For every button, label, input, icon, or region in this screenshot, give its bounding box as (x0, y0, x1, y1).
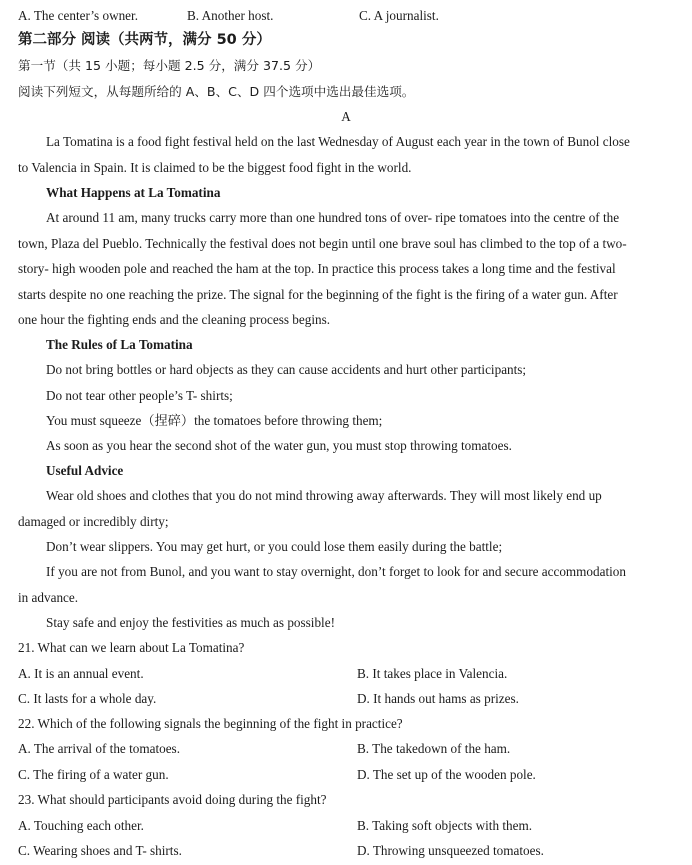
closing-line: Stay safe and enjoy the festivities as much as possible! (46, 615, 335, 630)
heading-advice: Useful Advice (46, 463, 124, 478)
para2-line: story- high wooden pole and reached the ham at the top. In practice this process takes a long time and the festival (18, 261, 616, 276)
question-stem: 22. Which of the following signals the beginning of the fight in practice? (18, 716, 403, 731)
rule-item: Do not bring bottles or hard objects as they can cause accidents and hurt other participants; (46, 362, 527, 377)
advice-line: damaged or incredibly dirty; (18, 514, 169, 529)
answer-option[interactable]: A. It is an annual event. (18, 666, 144, 681)
advice-line: Wear old shoes and clothes that you do not mind throwing away afterwards. They will most likely end up (46, 488, 602, 503)
passage-label: A (341, 109, 351, 124)
para1-line: La Tomatina is a food fight festival held on the last Wednesday of August each year in the town of Bunol close (46, 134, 630, 149)
answer-option[interactable]: B. The takedown of the ham. (357, 741, 511, 756)
section-part1: 第一节（共 15 小题；每小题 2.5 分，满分 37.5 分） (18, 58, 321, 73)
answer-option[interactable]: D. Throwing unsqueezed tomatoes. (357, 843, 544, 858)
section-instruction: 阅读下列短文，从每题所给的 A、B、C、D 四个选项中选出最佳选项。 (18, 84, 415, 99)
heading-rules: The Rules of La Tomatina (46, 337, 193, 352)
rule-item: As soon as you hear the second shot of the water gun, you must stop throwing tomatoes. (46, 438, 512, 453)
para2-line: At around 11 am, many trucks carry more than one hundred tons of over- ripe tomatoes into the centre of the (46, 210, 620, 225)
answer-option[interactable]: B. It takes place in Valencia. (357, 666, 508, 681)
para2-line: starts despite no one reaching the prize. The signal for the beginning of the fight is the firing of a water gun. After (18, 287, 618, 302)
answer-option[interactable]: A. Touching each other. (18, 818, 144, 833)
para1-line: to Valencia in Spain. It is claimed to be the biggest food fight in the world. (18, 160, 412, 175)
advice-line: in advance. (18, 590, 79, 605)
para2-line: one hour the fighting ends and the cleaning process begins. (18, 312, 331, 327)
para2-line: town, Plaza del Pueblo. Technically the festival does not begin until one brave soul has climbed to the top of a two- (18, 236, 627, 251)
prev-option-a: A. The center’s owner. (18, 8, 138, 23)
advice-line: If you are not from Bunol, and you want to stay overnight, don’t forget to look for and secure accommodation (46, 564, 626, 579)
section-title: 第二部分 阅读（共两节，满分 50 分） (18, 32, 271, 48)
prev-option-b: B. Another host. (187, 8, 274, 23)
rule-item: Do not tear other people’s T- shirts; (46, 388, 233, 403)
answer-option[interactable]: C. The firing of a water gun. (18, 767, 169, 782)
answer-option[interactable]: C. It lasts for a whole day. (18, 691, 157, 706)
rule-item: You must squeeze（捏碎）the tomatoes before throwing them; (46, 413, 383, 428)
answer-option[interactable]: B. Taking soft objects with them. (357, 818, 533, 833)
prev-option-c: C. A journalist. (359, 8, 439, 23)
answer-option[interactable]: D. The set up of the wooden pole. (357, 767, 536, 782)
question-stem: 23. What should participants avoid doing during the fight? (18, 792, 327, 807)
answer-option[interactable]: A. The arrival of the tomatoes. (18, 741, 180, 756)
answer-option[interactable]: C. Wearing shoes and T- shirts. (18, 843, 182, 858)
question-stem: 21. What can we learn about La Tomatina? (18, 640, 245, 655)
answer-option[interactable]: D. It hands out hams as prizes. (357, 691, 519, 706)
advice-line: Don’t wear slippers. You may get hurt, or you could lose them easily during the battle; (46, 539, 503, 554)
heading-what-happens: What Happens at La Tomatina (46, 185, 221, 200)
